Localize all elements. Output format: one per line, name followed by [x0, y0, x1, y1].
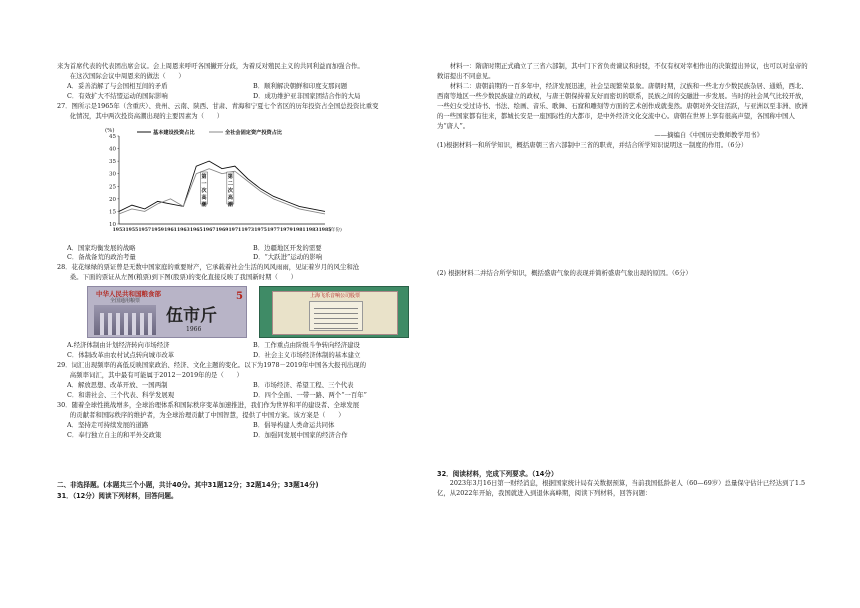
left-column [57, 62, 429, 501]
annotation-char: 高 [201, 194, 207, 201]
x-tick-label: 1963 [176, 227, 190, 233]
q28-line-1: 28．花花绿绿的票证曾是无数中国家庭的重要财产，它承载着社会生活的风风雨雨，见证着岁月的风尘和沧 [57, 263, 360, 272]
x-tick-label: 1979 [279, 227, 293, 233]
material-2: 材料二：唐朝前期的一百多年中，经济发展迅速，社会呈现繁荣景象。唐朝时期，汉族和一些北方少数民族杂居、通婚，西北、西南等地区一些少数民族建立的政权，与唐王朝保持着友好而密切的联系，民族之间的交融进一步发展。当时的社会风气比较开放，一些妇女受过诗书、书法、绘画、音乐、歌舞、石窟和雕刻等方面的艺术创作成就斐然。唐朝对外交往活跃，与亚洲以至非洲、欧洲的一些国家都有往来，都城长安是一座国际性的大都市，是中外经济文化交流中心。唐朝在世界上享有很高声望，各国称中国人为“唐人”。 [437, 81, 808, 130]
q32-text: 2023年3月16日第一财经消息，根据国家统计局有关数据预算，当前我国低龄老人（60—69岁）总量保守估计已经达到了1.5亿，从2022年开始，我国就进入到退休高峰期，阅读下列材料，回答问题： [437, 479, 806, 498]
series-line [119, 168, 325, 213]
option: A.经济体制由计划经济转向市场经济 [67, 341, 170, 350]
material-1: 材料一：隋唐时期正式确立了三省六部制，其中门下省负责谏议和封驳，不仅有权对宰相作出的决策提出异议，也可以对皇帝的敕诏提出不同意见。 [437, 62, 808, 80]
y-unit-label: (%) [105, 127, 115, 134]
q31-heading: 31．（12分）阅读下列材料，回答问题。 [57, 491, 178, 500]
material-2-source: ——摘编自《中国历史教师教学用书》 [654, 131, 763, 140]
x-tick-label: 1973 [241, 227, 255, 233]
question-1: (1)根据材料一和所学知识，概括唐朝三省六部制中三省的职责，并结合所学知识说明这一制度的作用。（6分） [437, 141, 748, 150]
annotation-char: 二 [227, 180, 233, 187]
intro-line-1: 来为首席代表的代表团出席会议。会上周恩来呼吁各国撇开分歧，为着反对殖民主义的共同利益而加强合作。 [57, 62, 364, 70]
x-tick-label: 1971 [228, 227, 242, 233]
annotation-char: 一 [201, 180, 207, 187]
x-tick-label: 1959 [151, 227, 165, 233]
option: C．有效扩大不结盟运动的国际影响 [67, 91, 168, 100]
y-tick-label: 15 [109, 208, 116, 215]
intro-line-2: 在这次国际会议中周恩来的做法（ ） [69, 71, 185, 80]
y-tick-label: 35 [109, 158, 116, 165]
annotation-char: 次 [201, 187, 207, 194]
x-tick-label: 1977 [267, 227, 280, 233]
option: C．备战备荒的政治考量 [67, 253, 136, 262]
q27-line-1: 27．图所示是1965年（含重庆）、贵州、云南、陕西、甘肃、青海和宁夏七个省区的历年投资占全国总投资比重变 [57, 101, 379, 110]
y-tick-label: 40 [109, 146, 116, 153]
x-tick-label: 1981 [292, 227, 306, 233]
x-tick-label: 1985 [318, 227, 332, 233]
option: C．体制改革由农村试点转向城市改革 [67, 351, 175, 360]
q30-options [57, 421, 429, 441]
legend-label: 基本建设投资占比 [153, 129, 195, 136]
annotation-char: 潮 [201, 201, 207, 208]
x-tick-label: 1967 [202, 227, 216, 233]
option: D．“大跃进”运动的影响 [253, 253, 323, 262]
option: D．四个全面、一带一路、两个“一百年” [253, 390, 367, 399]
series-line [119, 161, 325, 211]
q28-options [57, 341, 429, 361]
q29-options [57, 381, 429, 401]
grain-ticket-amount: 伍市斤 [166, 306, 217, 327]
x-tick-label: 1975 [254, 227, 268, 233]
q28-line-2: 桑。下面的票证从左图(粮票)到下图(股票)的变化直接反映了我国新时期（ ） [69, 273, 298, 282]
q30-line-1: 30．随着全球性挑战增多，全球治理体系和国际秩序变革加速推进，我们作为世界和平的建设者、全球发展 [57, 400, 360, 409]
x-tick-label: 1961 [164, 227, 177, 233]
grain-ticket-title: 中华人民共和国粮食部 [96, 290, 161, 299]
annotation-char: 潮 [227, 201, 233, 208]
annotation-char: 第 [227, 173, 233, 180]
investment-line-chart [97, 124, 347, 242]
annotation-char: 第 [201, 173, 207, 180]
option: A．国家均衡发展的战略 [67, 243, 136, 252]
q26-options [57, 82, 429, 102]
option: B．边疆地区开发的需要 [253, 243, 322, 252]
y-tick-label: 25 [109, 183, 116, 190]
right-column [437, 62, 809, 499]
ticket-images [87, 286, 429, 338]
option: D．社会主义市场经济体制的基本建立 [253, 351, 361, 360]
option: C．和谐社会、三个代表、科学发展观 [67, 390, 175, 399]
option: B．市场经济、希望工程、三个代表 [253, 380, 354, 389]
legend-label: 全社会固定资产投资占比 [225, 129, 283, 136]
x-tick-label: 1983 [305, 227, 319, 233]
option: D．成功维护亚非国家团结合作的大局 [253, 91, 361, 100]
q29-line-2: 高频率词汇，其中最有可能属于2012－2019年的是（ ） [69, 370, 243, 379]
q29-line-1: 29．词汇出现频率的高低反映国家政治、经济、文化主题的变化。以下为1978－2019年中国各大报刊出现的 [57, 361, 367, 370]
x-unit-label: (年份) [329, 227, 342, 233]
option: A．妥善消解了与会国相互间的矛盾 [67, 81, 168, 90]
grain-ticket-image [87, 286, 247, 338]
option: B．倡导构建人类命运共同体 [253, 420, 335, 429]
y-tick-label: 20 [109, 196, 116, 203]
option: A．坚持走可持续发展的道路 [67, 420, 149, 429]
y-tick-label: 30 [109, 171, 116, 178]
stock-certificate-image [259, 286, 409, 338]
annotation-char: 高 [227, 194, 233, 201]
grain-ticket-number: 5 [236, 291, 243, 303]
grain-ticket-subtitle: 全国通用粮票 [110, 298, 141, 305]
q30-line-2: 的贡献者和国际秩序的维护者，为全球治理贡献了中国智慧，提供了中国方案。该方案是（ ） [69, 410, 345, 419]
option: C．奉行独立自主的和平外交政策 [67, 430, 162, 439]
annotation-char: 次 [227, 187, 233, 194]
option: B．工作重点由阶级斗争转向经济建设 [253, 341, 360, 350]
option: A．解放思想、改革开放、一国两制 [67, 380, 168, 389]
dam-illustration [94, 305, 156, 335]
q27-options [57, 244, 429, 264]
grain-ticket-year: 1966 [186, 325, 202, 333]
question-2: (2) 根据材料二并结合所学知识，概括盛唐气象的表现并简析盛唐气象出现的原因。（6分） [437, 269, 692, 278]
x-tick-label: 1957 [138, 227, 152, 233]
option: B．顺利解决朝鲜和印度支那问题 [253, 81, 348, 90]
q27-line-2: 化情况，其中两次投资高潮出现的主要因素为（ ） [69, 111, 224, 120]
section-heading: 二、非选择题。(本题共三个小题，共计40分。其中31题12分；32题14分；33题14分) [57, 481, 319, 490]
x-tick-label: 1955 [125, 227, 139, 233]
x-tick-label: 1953 [112, 227, 126, 233]
q32-heading: 32．阅读材料，完成下列要求。（14分） [437, 470, 558, 479]
y-tick-label: 45 [109, 133, 116, 140]
x-tick-label: 1969 [215, 227, 229, 233]
stock-certificate-title: 上海飞乐音响公司股票 [309, 293, 360, 300]
x-tick-label: 1965 [189, 227, 203, 233]
y-tick-label: 10 [109, 221, 116, 228]
option: D．加强同发展中国家的经济合作 [253, 430, 348, 439]
investment-chart [97, 124, 347, 242]
